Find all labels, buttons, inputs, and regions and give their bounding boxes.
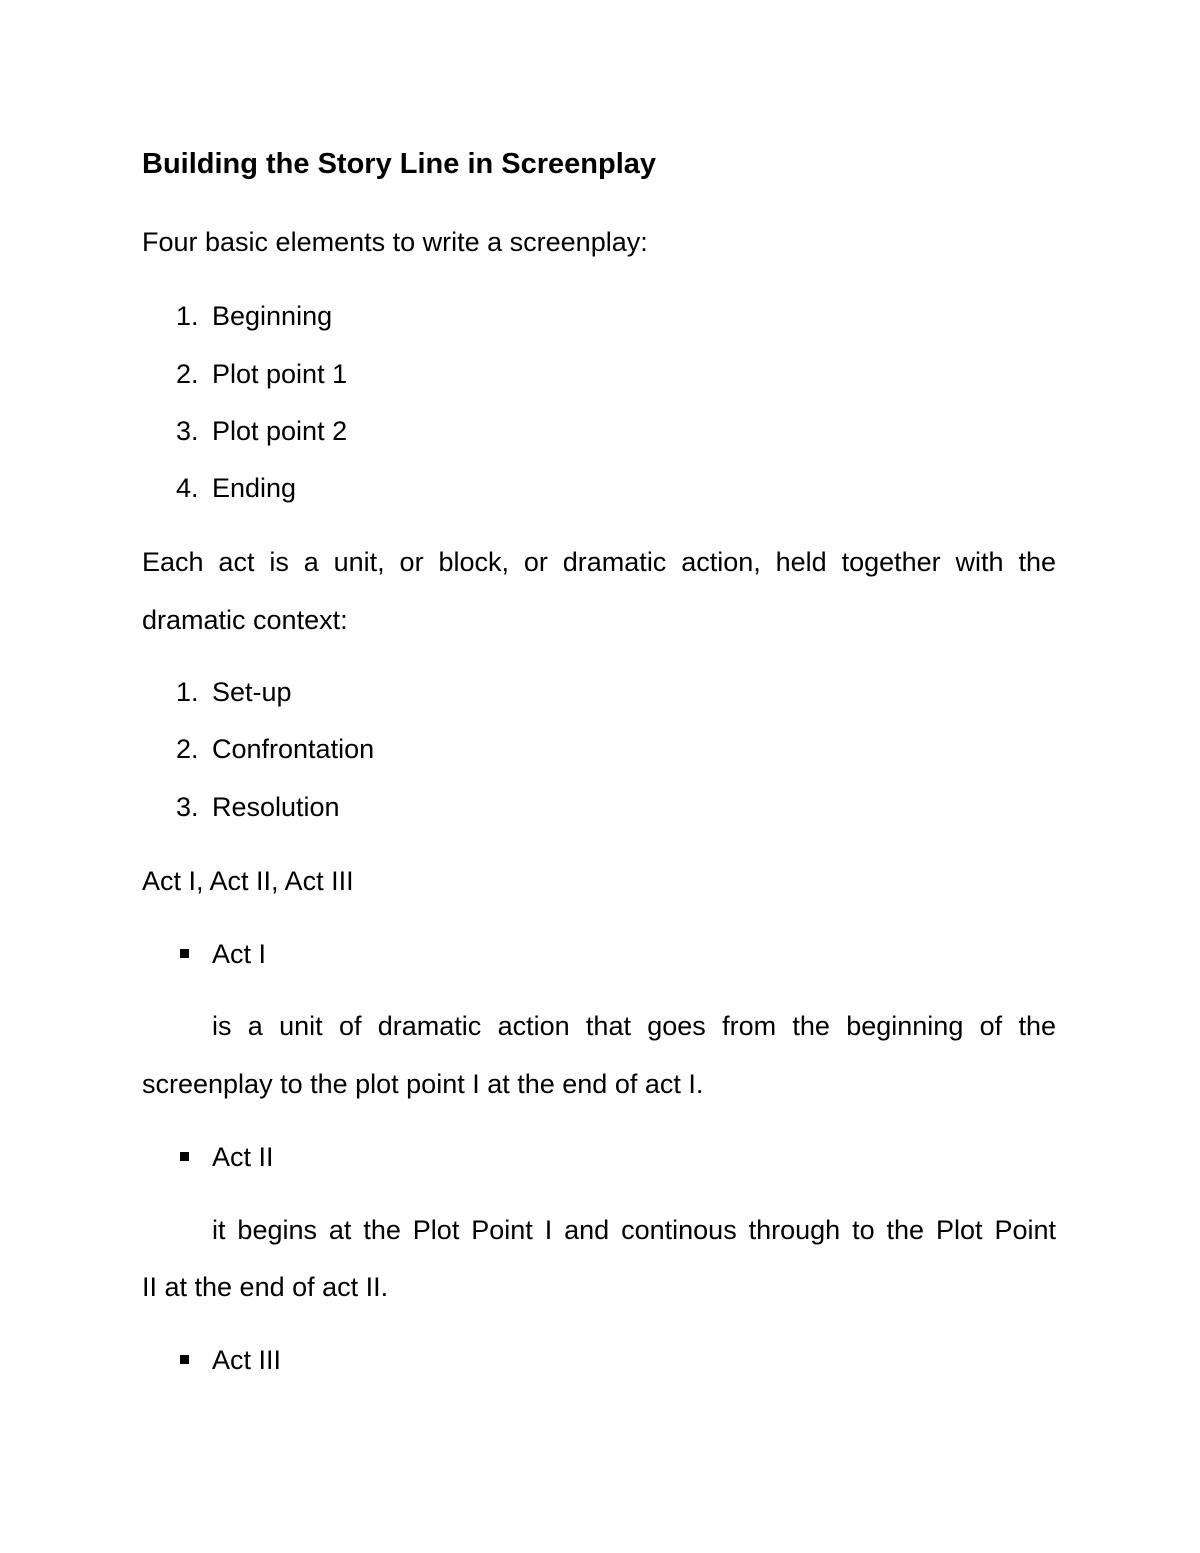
act-description-line2: screenplay to the plot point I at the end of act I.: [142, 1069, 704, 1099]
act-paragraph-line2: dramatic context:: [142, 605, 348, 635]
list-item-text: Confrontation: [212, 734, 375, 764]
act-description-line2: II at the end of act II.: [142, 1272, 389, 1302]
list-number: 3.: [176, 792, 199, 822]
list-number: 1.: [176, 677, 199, 707]
document-title: Building the Story Line in Screenplay: [142, 148, 657, 180]
square-bullet-icon: [180, 949, 189, 958]
acts-heading: Act I, Act II, Act III: [142, 866, 354, 896]
act-label: Act III: [212, 1345, 282, 1375]
list-number: 2.: [176, 359, 199, 389]
intro-text: Four basic elements to write a screenplay:: [142, 227, 648, 257]
list-item-text: Resolution: [212, 792, 340, 822]
act-paragraph-line1: Each act is a unit, or block, or dramatic action, held together with the: [142, 547, 1056, 577]
list-item-text: Set-up: [212, 677, 292, 707]
list-number: 1.: [176, 301, 199, 331]
act-description-line1: is a unit of dramatic action that goes from the beginning of the: [212, 1011, 1056, 1041]
list-item-text: Ending: [212, 473, 297, 503]
list-number: 4.: [176, 473, 199, 503]
act-label: Act II: [212, 1142, 274, 1172]
list-number: 3.: [176, 416, 199, 446]
act-description-line1: it begins at the Plot Point I and continous through to the Plot Point: [212, 1215, 1056, 1245]
square-bullet-icon: [180, 1152, 189, 1161]
list-item-text: Plot point 1: [212, 359, 348, 389]
list-number: 2.: [176, 734, 199, 764]
act-label: Act I: [212, 939, 267, 969]
square-bullet-icon: [180, 1355, 189, 1364]
list-item-text: Plot point 2: [212, 416, 348, 446]
list-item-text: Beginning: [212, 301, 333, 331]
